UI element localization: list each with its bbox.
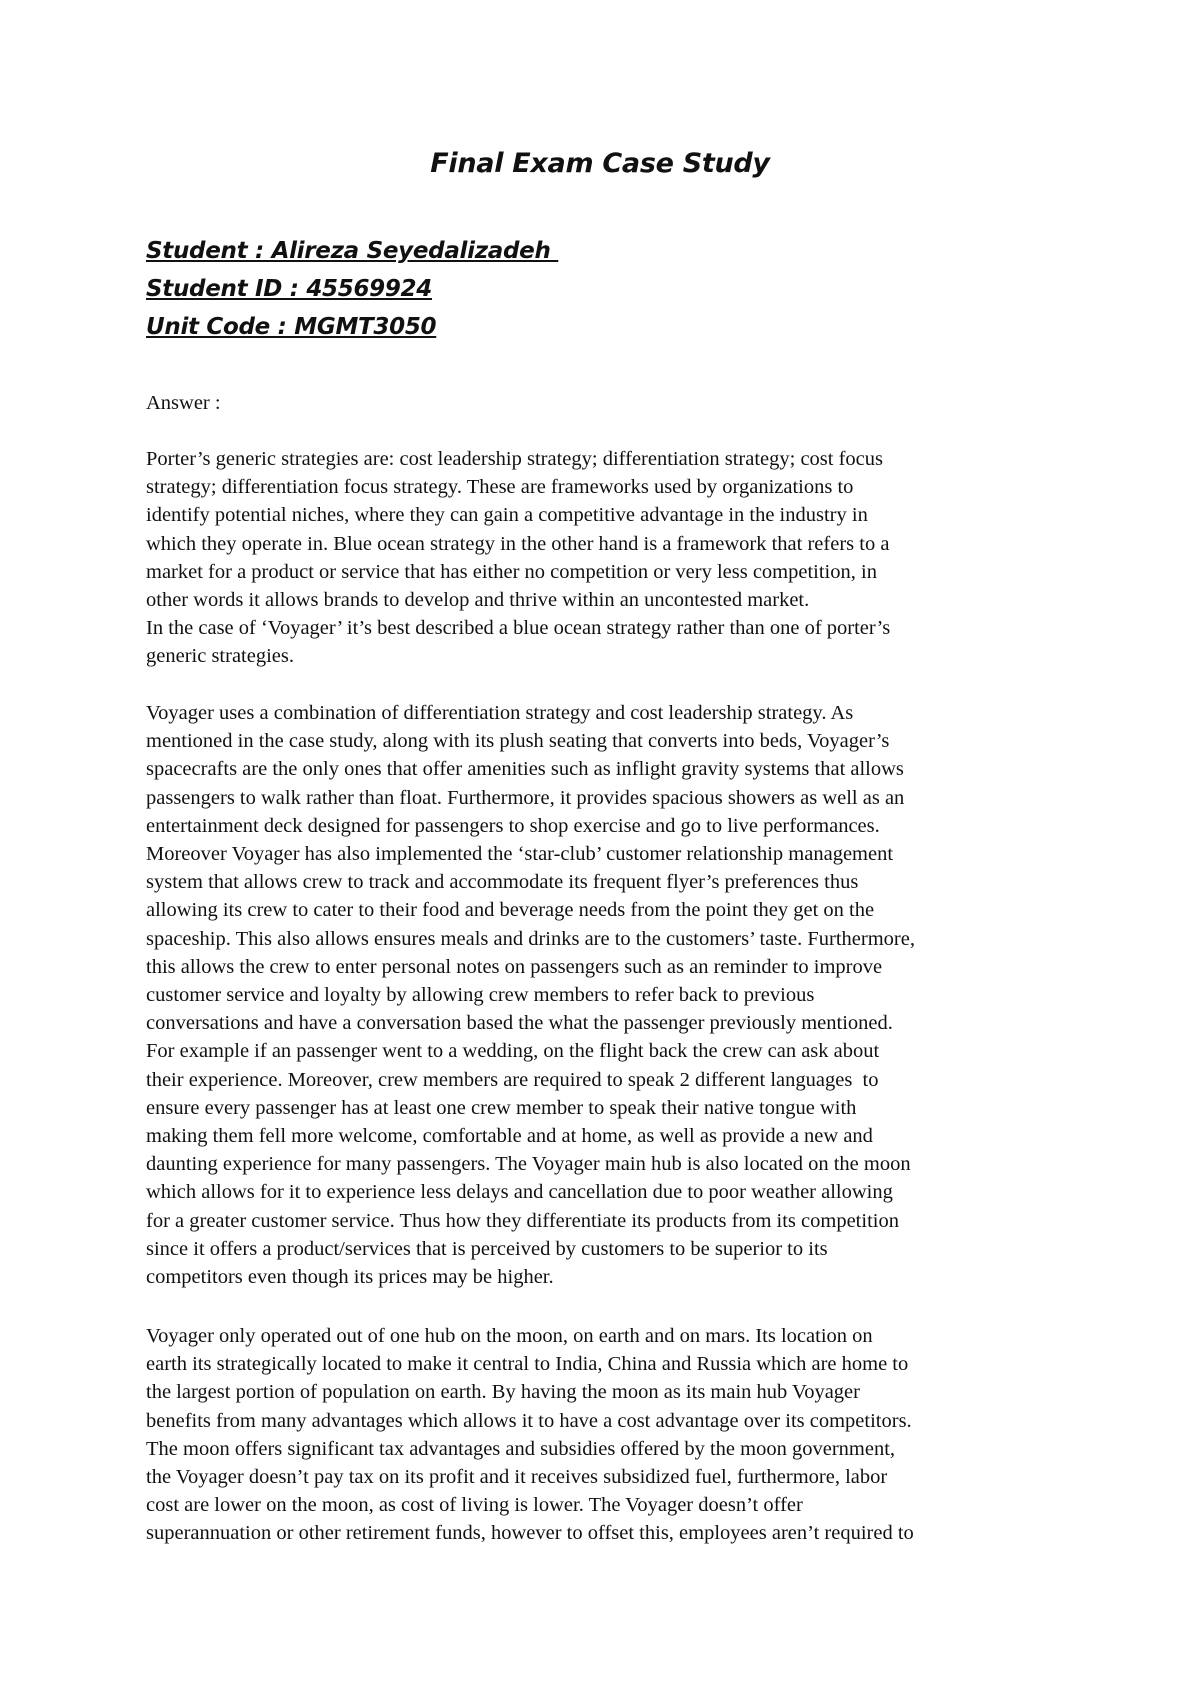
paragraph-3: [146, 1322, 1076, 1548]
paragraph-2: [146, 699, 1076, 1291]
student-name: Student : Alireza Seyedalizadeh: [146, 238, 559, 264]
text-line: spacecrafts are the only ones that offer amenities such as inflight gravity systems that allows: [146, 758, 904, 781]
text-line: which allows for it to experience less delays and cancellation due to poor weather allowing: [146, 1181, 893, 1204]
text-line: cost are lower on the moon, as cost of living is lower. The Voyager doesn’t offer: [146, 1494, 803, 1517]
answer-label: [146, 389, 1076, 417]
unit-code: Unit Code : MGMT3050: [146, 314, 437, 340]
text-line: In the case of ‘Voyager’ it’s best described a blue ocean strategy rather than one of porter’s: [146, 617, 891, 640]
student-id: Student ID : 45569924: [146, 276, 432, 302]
text-line: allowing its crew to cater to their food and beverage needs from the point they get on the: [146, 899, 875, 922]
text-line: system that allows crew to track and accommodate its frequent flyer’s preferences thus: [146, 871, 859, 894]
text-line: For example if an passenger went to a wedding, on the flight back the crew can ask about: [146, 1040, 880, 1063]
document-title: Final Exam Case Study: [430, 148, 770, 179]
text-line: customer service and loyalty by allowing crew members to refer back to previous: [146, 984, 815, 1007]
text-line: superannuation or other retirement funds, however to offset this, employees aren’t required to: [146, 1522, 914, 1545]
text-line: conversations and have a conversation based the what the passenger previously mentioned.: [146, 1012, 893, 1035]
text-line: this allows the crew to enter personal notes on passengers such as an reminder to improve: [146, 955, 883, 978]
text-line: spaceship. This also allows ensures meals and drinks are to the customers’ taste. Furthermore,: [146, 927, 915, 950]
text-line: mentioned in the case study, along with its plush seating that converts into beds, Voyager’s: [146, 730, 890, 753]
text-line: strategy; differentiation focus strategy. These are frameworks used by organizations to: [146, 476, 854, 499]
text-line: entertainment deck designed for passengers to shop exercise and go to live performances.: [146, 814, 880, 837]
text-line: Porter’s generic strategies are: cost leadership strategy; differentiation strategy; cost focus: [146, 448, 883, 470]
text-line: other words it allows brands to develop and thrive within an uncontested market.: [146, 589, 810, 612]
text-line: market for a product or service that has either no competition or very less competition, in: [146, 560, 877, 583]
text-line: the largest portion of population on earth. By having the moon as its main hub Voyager: [146, 1381, 860, 1404]
text-line: benefits from many advantages which allows it to have a cost advantage over its competitors.: [146, 1409, 912, 1432]
text-line: the Voyager doesn’t pay tax on its profit and it receives subsidized fuel, furthermore, labor: [146, 1466, 888, 1489]
text-line: The moon offers significant tax advantages and subsidies offered by the moon government,: [146, 1437, 896, 1460]
text-line: ensure every passenger has at least one crew member to speak their native tongue with: [146, 1096, 857, 1119]
paragraph-1: [146, 445, 1076, 671]
text-line: their experience. Moreover, crew members are required to speak 2 different languages to: [146, 1068, 879, 1091]
answer-label-text: Answer :: [146, 392, 221, 414]
text-line: earth its strategically located to make it central to India, China and Russia which are home to: [146, 1353, 909, 1376]
text-line: for a greater customer service. Thus how they differentiate its products from its competition: [146, 1209, 899, 1232]
text-line: generic strategies.: [146, 645, 294, 668]
text-line: which they operate in. Blue ocean strategy in the other hand is a framework that refers to a: [146, 532, 890, 555]
text-line: since it offers a product/services that is perceived by customers to be superior to its: [146, 1237, 828, 1260]
text-line: passengers to walk rather than float. Furthermore, it provides spacious showers as well as an: [146, 786, 905, 809]
text-line: competitors even though its prices may be higher.: [146, 1266, 554, 1289]
text-line: identify potential niches, where they can gain a competitive advantage in the industry in: [146, 504, 868, 527]
text-line: Moreover Voyager has also implemented the ‘star-club’ customer relationship management: [146, 843, 894, 866]
text-line: daunting experience for many passengers. The Voyager main hub is also located on the moon: [146, 1153, 911, 1176]
student-details: [146, 232, 558, 346]
text-line: Voyager only operated out of one hub on the moon, on earth and on mars. Its location on: [146, 1325, 873, 1347]
text-line: Voyager uses a combination of differentiation strategy and cost leadership strategy. As: [146, 702, 854, 724]
text-line: making them fell more welcome, comfortable and at home, as well as provide a new and: [146, 1125, 873, 1148]
